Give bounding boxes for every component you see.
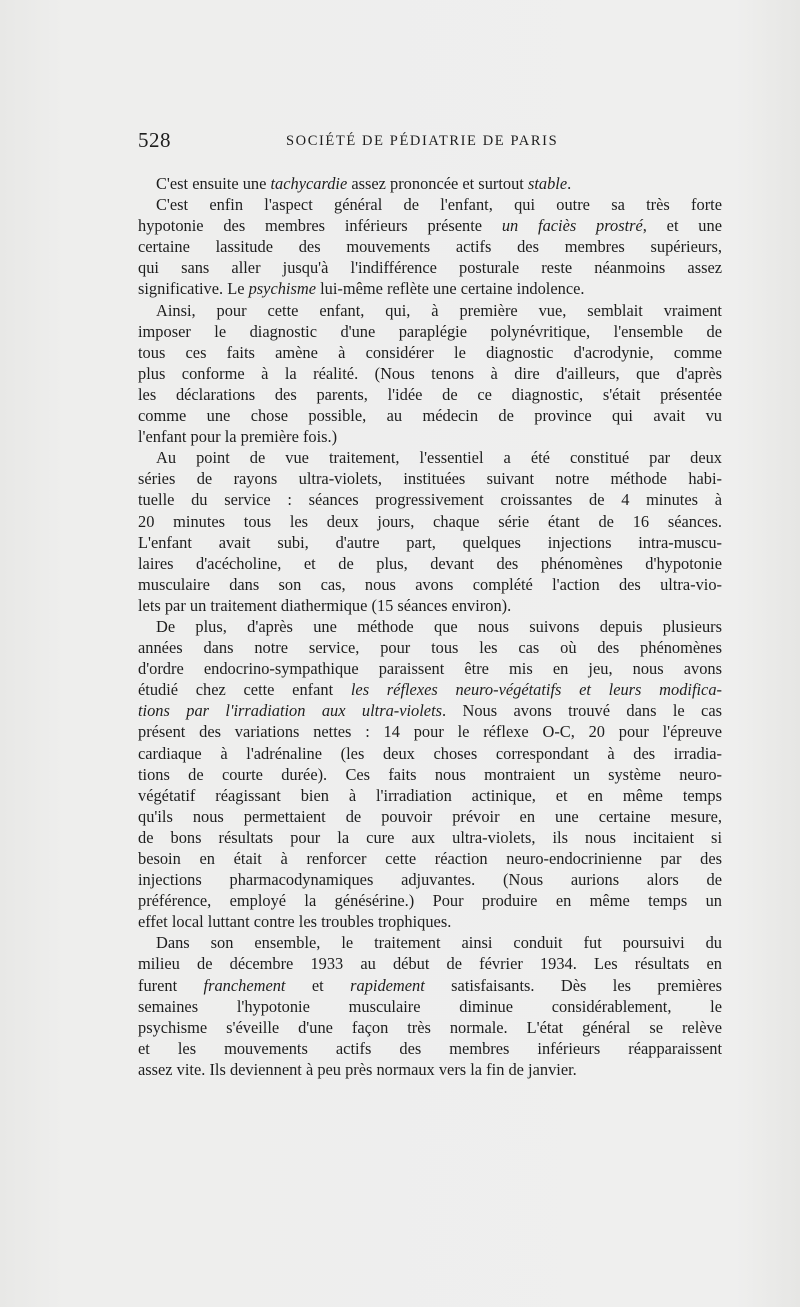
text-run: assez vite. Ils deviennent à peu près normaux vers la fin de janvier. xyxy=(138,1059,577,1079)
text-line xyxy=(138,300,722,321)
text-run: injections pharmacodynamiques adjuvantes. (Nous aurions alors de xyxy=(138,870,722,890)
text-run: lui-même reflète une certaine indolence. xyxy=(315,279,585,299)
text-line xyxy=(138,194,722,215)
text-line xyxy=(138,700,722,721)
text-run: satisfaisants. Dès les premières xyxy=(424,975,723,995)
text-run: furent xyxy=(138,975,204,995)
text-run: Dans son ensemble, le traitement ainsi conduit fut poursuivi du xyxy=(156,933,722,953)
italic-run: psychisme xyxy=(248,279,316,299)
text-run: séries de rayons ultra-violets, instituées suivant notre méthode habi- xyxy=(138,469,722,489)
text-line xyxy=(138,743,722,764)
italic-run: tions par l'irradiation aux ultra-violets xyxy=(138,701,443,721)
text-run: De plus, d'après une méthode que nous suivons depuis plusieurs xyxy=(156,616,722,636)
text-line xyxy=(138,848,722,869)
text-run: années dans notre service, pour tous les cas où des phénomènes xyxy=(138,638,722,658)
text-line xyxy=(138,468,722,489)
text-line xyxy=(138,342,722,363)
text-line xyxy=(138,911,722,932)
text-run: et xyxy=(285,975,351,995)
text-run: laires d'acécholine, et de plus, devant des phénomènes d'hypotonie xyxy=(138,553,722,573)
text-line xyxy=(138,806,722,827)
text-line xyxy=(138,785,722,806)
running-title: SOCIÉTÉ DE PÉDIATRIE DE PARIS xyxy=(286,133,559,149)
text-line xyxy=(138,363,722,384)
text-run: Ainsi, pour cette enfant, qui, à première vue, semblait vraiment xyxy=(156,300,722,320)
text-run: effet local luttant contre les troubles trophiques. xyxy=(138,912,452,932)
text-run: cardiaque à l'adrénaline (les deux choses correspondant à des irradia- xyxy=(138,743,722,763)
text-line xyxy=(138,890,722,911)
italic-run: franchement xyxy=(203,975,286,995)
text-line xyxy=(138,996,722,1017)
text-run: milieu de décembre 1933 au début de février 1934. Les résultats en xyxy=(138,954,722,974)
text-line xyxy=(138,679,722,700)
text-run: L'enfant avait subi, d'autre part, quelques injections intra-muscu- xyxy=(138,532,722,552)
text-run: significative. Le xyxy=(138,279,249,299)
text-run: tions de courte durée). Ces faits nous montraient un système neuro- xyxy=(138,764,722,784)
text-run: hypotonie des membres inférieurs présente xyxy=(138,216,502,236)
text-run: , et une xyxy=(642,216,722,236)
text-run: préférence, employé la génésérine.) Pour produire en même temps un xyxy=(138,891,722,911)
text-run: tuelle du service : séances progressivement croissantes de 4 minutes à xyxy=(138,490,722,510)
text-line xyxy=(138,1038,722,1059)
text-line xyxy=(138,869,722,890)
text-line xyxy=(138,637,722,658)
text-run: qui sans aller jusqu'à l'indifférence posturale reste néanmoins assez xyxy=(138,258,722,278)
page-number: 528 xyxy=(138,128,171,152)
text-run: imposer le diagnostic d'une paraplégie polynévritique, l'ensemble de xyxy=(138,321,722,341)
text-line xyxy=(138,405,722,426)
text-run: semaines l'hypotonie musculaire diminue considérablement, le xyxy=(138,996,722,1016)
text-run: présent des variations nettes : 14 pour le réflexe O-C, 20 pour l'épreuve xyxy=(138,722,722,742)
text-run: d'ordre endocrino-sympathique paraissent être mis en jeu, nous avons xyxy=(138,659,722,679)
text-line xyxy=(138,658,722,679)
italic-run: stable xyxy=(527,174,568,193)
text-run: assez prononcée et surtout xyxy=(347,174,528,193)
text-line xyxy=(138,975,722,996)
text-run: C'est ensuite une xyxy=(156,174,271,193)
text-line xyxy=(138,384,722,405)
italic-run: tachycardie xyxy=(270,174,348,193)
text-line xyxy=(138,595,722,616)
text-run: comme une chose possible, au médecin de province qui avait vu xyxy=(138,406,722,426)
text-line xyxy=(138,616,722,637)
text-run: psychisme s'éveille d'une façon très normale. L'état général se relève xyxy=(138,1017,722,1037)
italic-run: un faciès prostré xyxy=(501,216,643,236)
text-line xyxy=(138,932,722,953)
text-run: étudié chez cette enfant xyxy=(138,680,351,700)
text-run: . Nous avons trouvé dans le cas xyxy=(442,701,722,721)
text-run: et les mouvements actifs des membres inférieurs réapparaissent xyxy=(138,1038,722,1058)
text-line xyxy=(138,721,722,742)
text-line xyxy=(138,321,722,342)
text-run: tous ces faits amène à considérer le diagnostic d'acrodynie, comme xyxy=(138,342,722,362)
text-run: Au point de vue traitement, l'essentiel a été constitué par deux xyxy=(156,448,722,468)
text-line xyxy=(138,236,722,257)
text-run: lets par un traitement diathermique (15 séances environ). xyxy=(138,595,512,615)
text-run: végétatif réagissant bien à l'irradiation actinique, et en même temps xyxy=(138,785,722,805)
text-run: 20 minutes tous les deux jours, chaque série étant de 16 séances. xyxy=(138,511,722,531)
text-line xyxy=(138,173,722,194)
text-run: l'enfant pour la première fois.) xyxy=(138,427,338,447)
page-header xyxy=(138,128,720,158)
body-text xyxy=(138,173,722,1080)
text-run: musculaire dans son cas, nous avons complété l'action des ultra-vio- xyxy=(138,574,722,594)
text-run: besoin en était à renforcer cette réaction neuro-endocrinienne par des xyxy=(138,849,722,868)
italic-run: les réflexes neuro-végétatifs et leurs modifica- xyxy=(350,680,722,700)
text-run: certaine lassitude des mouvements actifs des membres supérieurs, xyxy=(138,237,722,257)
text-line xyxy=(138,511,722,532)
text-line xyxy=(138,447,722,468)
text-line xyxy=(138,257,722,278)
text-line xyxy=(138,1017,722,1038)
text-line xyxy=(138,426,722,447)
text-run: les déclarations des parents, l'idée de ce diagnostic, s'était présentée xyxy=(138,384,722,404)
text-run: C'est enfin l'aspect général de l'enfant, qui outre sa très forte xyxy=(156,195,722,215)
text-line xyxy=(138,215,722,236)
text-run: plus conforme à la réalité. (Nous tenons à dire d'ailleurs, que d'après xyxy=(138,363,722,383)
text-line xyxy=(138,278,722,299)
text-line xyxy=(138,532,722,553)
text-run: de bons résultats pour la cure aux ultra-violets, ils nous incitaient si xyxy=(138,827,722,847)
text-line xyxy=(138,574,722,595)
text-line xyxy=(138,764,722,785)
text-line xyxy=(138,489,722,510)
text-run: . xyxy=(567,174,572,193)
text-line xyxy=(138,827,722,848)
text-line xyxy=(138,1059,722,1080)
text-line xyxy=(138,953,722,974)
text-run: qu'ils nous permettaient de pouvoir prévoir en une certaine mesure, xyxy=(138,806,722,826)
text-line xyxy=(138,553,722,574)
italic-run: rapidement xyxy=(350,975,425,995)
